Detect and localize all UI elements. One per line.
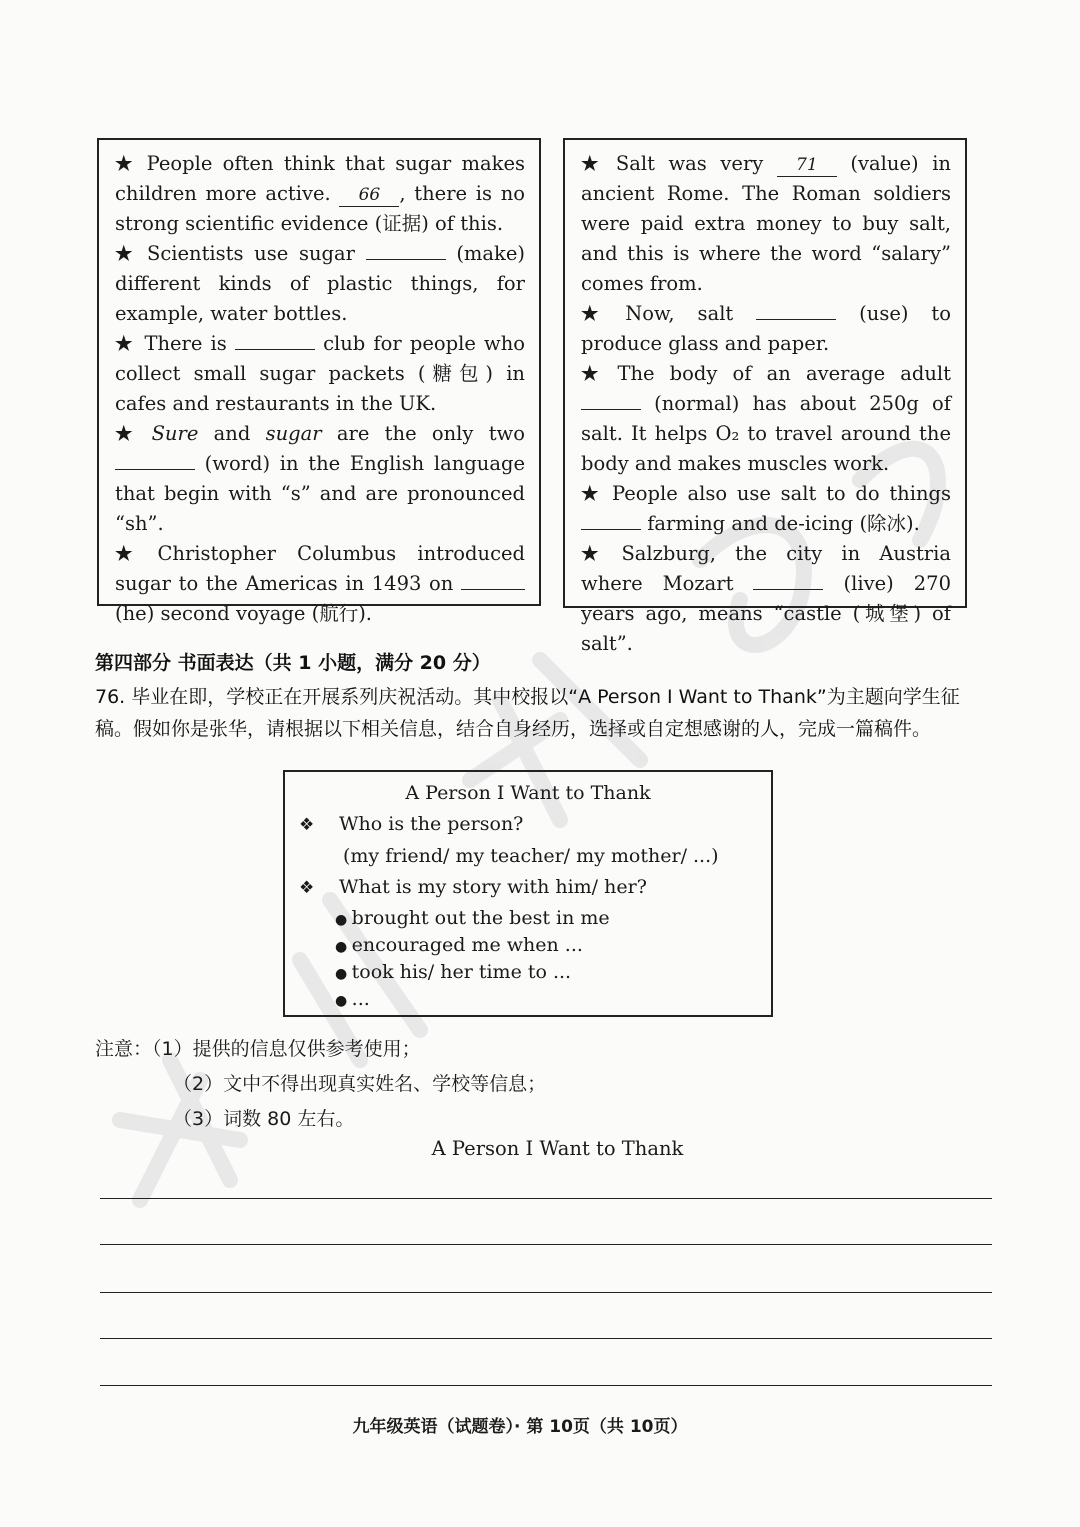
prompt-title: A Person I Want to Thank [405, 782, 651, 804]
note-1: 注意：（1）提供的信息仅供参考使用； [95, 1038, 421, 1060]
answer-blank[interactable] [115, 469, 195, 470]
writing-line[interactable] [100, 1385, 992, 1386]
sugar-passage-box [97, 138, 541, 625]
left-item-2: ★ Scientists use sugar (make) different kinds of plastic things, for example, water bottles. [115, 242, 526, 325]
salt-passage-box [563, 138, 967, 655]
star-icon: ★ [581, 362, 608, 385]
page-footer: 九年级英语（试题卷）· 第 10页（共 10页） [352, 1417, 688, 1437]
notes [95, 1032, 546, 1137]
star-icon: ★ [115, 332, 135, 355]
writing-line[interactable] [100, 1198, 992, 1199]
list-item: ● took his/ her time to ... [335, 960, 757, 987]
answer-blank[interactable] [235, 349, 315, 350]
left-item-3: ★ There is club for people who collect small sugar packets (糖包) in cafes and restaurants in the UK. [115, 332, 525, 415]
star-icon: ★ [581, 482, 603, 505]
section-title: 第四部分 书面表达（共 1 小题，满分 20 分） [95, 652, 491, 674]
star-icon: ★ [115, 542, 148, 565]
right-item-2: ★ Now, salt (use) to produce glass and paper. [581, 302, 952, 355]
right-item-1: ★ Salt was very 71 (value) in ancient Rome. The Roman soldiers were paid extra money to buy salt, and this is where the word “salary” comes from. [581, 152, 951, 295]
writing-question: 76. 毕业在即，学校正在开展系列庆祝活动。其中校报以“A Person I Want to Thank”为主题向学生征稿。假如你是张华，请根据以下相关信息，结合自身经历，选择或自定想感谢的人，完成一篇稿件。 [95, 686, 960, 740]
left-item-4: ★ Sure and sugar are the only two (word) in the English language that begin with “s” and are pronounced “sh”. [115, 422, 525, 535]
answer-blank[interactable]: 66 [339, 184, 399, 207]
right-item-3: ★ The body of an average adult (normal) has about 250g of salt. It helps O₂ to travel around the body and makes muscles work. [581, 362, 952, 475]
prompt-question-1-hint: (my friend/ my teacher/ my mother/ ...) [343, 845, 719, 867]
answer-blank[interactable] [366, 259, 446, 260]
star-icon: ★ [115, 152, 137, 175]
answer-blank[interactable] [461, 589, 525, 590]
note-2: （2）文中不得出现真实姓名、学校等信息； [173, 1073, 547, 1095]
star-icon: ★ [581, 152, 606, 175]
essay-title: A Person I Want to Thank [431, 1137, 684, 1160]
answer-blank[interactable] [756, 319, 836, 320]
right-item-5: ★ Salzburg, the city in Austria where Mozart (live) 270 years ago, means “castle (城堡) of salt”. [581, 542, 951, 655]
writing-line[interactable] [100, 1244, 992, 1245]
star-icon: ★ [115, 422, 142, 445]
left-item-5: ★ Christopher Columbus introduced sugar to the Americas in 1493 on (he) second voyage (航行). [115, 542, 526, 625]
left-item-1: ★ People often think that sugar makes children more active. 66 , there is no strong scientific evidence (证据) of this. [115, 152, 526, 235]
list-item: ● brought out the best in me [335, 906, 757, 933]
star-icon: ★ [581, 302, 616, 325]
list-item: ● encouraged me when ... [335, 933, 757, 960]
star-icon: ★ [115, 242, 137, 265]
writing-line[interactable] [100, 1338, 992, 1339]
diamond-bullet-icon: ❖ [299, 815, 315, 835]
prompt-question-2: ❖ What is my story with him/ her? [299, 872, 757, 904]
answer-blank[interactable] [581, 409, 641, 410]
prompt-question-1: ❖ Who is the person? [299, 809, 757, 841]
answer-blank[interactable] [753, 589, 823, 590]
note-3: （3）词数 80 左右。 [173, 1108, 355, 1130]
list-item: ● ... [335, 987, 757, 1014]
right-item-4: ★ People also use salt to do things farming and de-icing (除冰). [581, 482, 952, 535]
prompt-bullets [299, 906, 757, 1014]
answer-blank[interactable] [581, 529, 641, 530]
star-icon: ★ [581, 542, 612, 565]
writing-prompt-box [283, 770, 773, 1017]
diamond-bullet-icon: ❖ [299, 878, 315, 898]
answer-blank[interactable]: 71 [777, 154, 837, 177]
writing-line[interactable] [100, 1292, 992, 1293]
